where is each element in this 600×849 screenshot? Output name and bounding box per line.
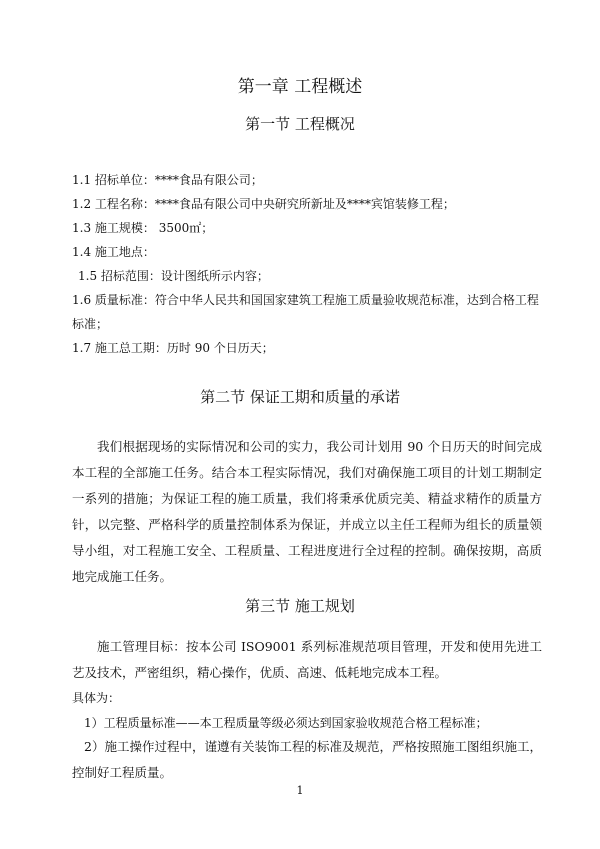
section1-title: 第一节 工程概况 [245,115,355,133]
section2-title: 第二节 保证工期和质量的承诺 [200,388,400,406]
item-1-1: 1.1 招标单位：****食品有限公司； [72,173,263,187]
chapter-title: 第一章 工程概述 [237,77,363,97]
item-1-6-cont: 标准； [72,317,109,331]
section3-intro: 具体为： [72,691,121,705]
item-1-4: 1.4 施工地点： [72,245,155,259]
item-1-3: 1.3 施工规模： 3500㎡； [72,221,214,235]
section3-paragraph: 施工管理目标：按本公司 ISO9001 系列标准规范项目管理，开发和使用先进工艺及技术，严密组织，精心操作，优质、高速、低耗地完成本工程。 [72,639,542,680]
page-number: 1 [296,784,304,797]
item-1-7: 1.7 施工总工期：历时 90 个日历天； [72,341,274,355]
item-1-5: 1.5 招标范围：设计图纸所示内容； [78,269,269,283]
item-1-6: 1.6 质量标准：符合中华人民共和国国家建筑工程施工质量验收规范标准，达到合格工程 [72,293,539,307]
section3-item-2: 2）施工操作过程中，谨遵有关装饰工程的标准及规范，严格按照施工图组织施工，控制好工程质量。 [72,739,542,780]
section3-item-1: 1）工程质量标准——本工程质量等级必须达到国家验收规范合格工程标准； [84,716,488,730]
section2-paragraph: 我们根据现场的实际情况和公司的实力，我公司计划用 90 个日历天的时间完成本工程的全部施工任务。结合本工程实际情况，我们对确保施工项目的计划工期制定一系列的措施；为保证工程的施工质量，我们将秉承优质完美、精益求精作的质量方针，以完整、严格科学的质量控制体系为保证，并成立以主任工程师为组长的质量领导小组，对工程施工安全、工程质量、工程进度进行全过程的控制。确保按期，高质地完成施工任务。 [72,439,542,584]
section3-title: 第三节 施工规划 [245,597,355,615]
item-1-2: 1.2 工程名称：****食品有限公司中央研究所新址及****宾馆装修工程； [72,197,455,211]
